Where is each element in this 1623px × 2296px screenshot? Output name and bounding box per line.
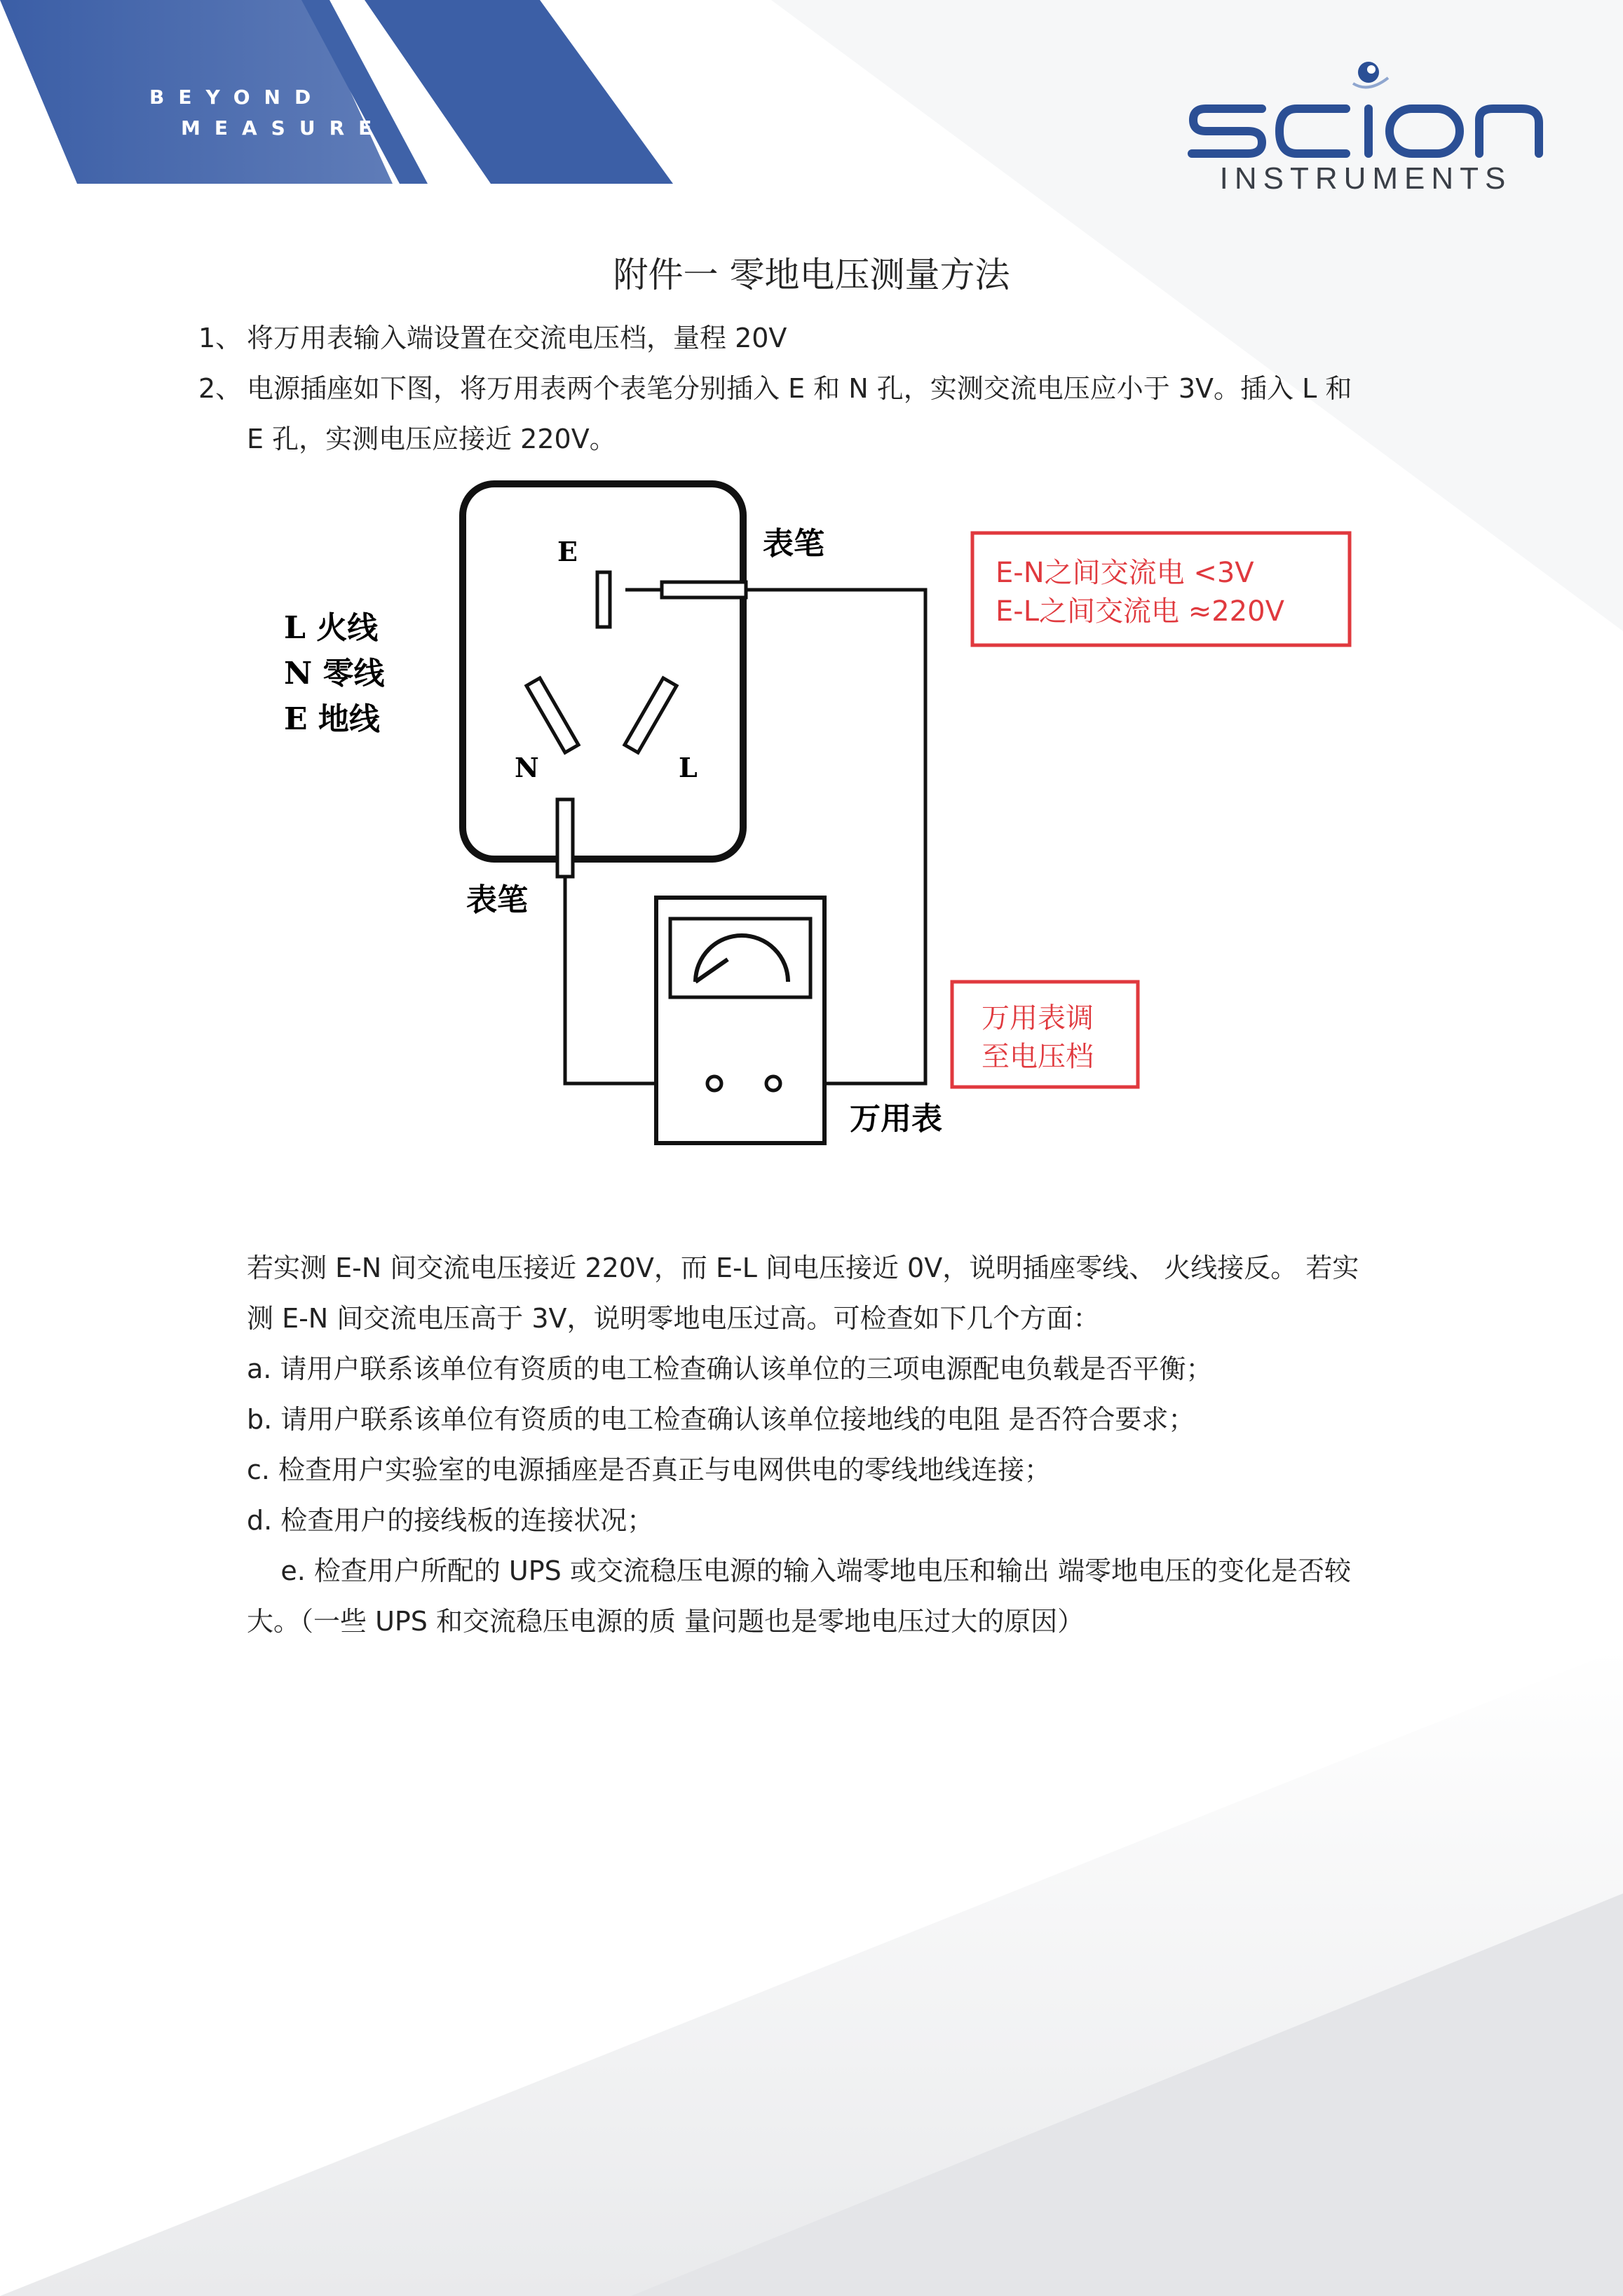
tagline-measure: MEASURE	[181, 116, 386, 140]
body-line-2: 测 E-N 间交流电压高于 3V，说明零地电压过高。可检查如下几个方面：	[247, 1303, 1100, 1334]
logo-letter-o	[1390, 109, 1460, 154]
step-1-text: 将万用表输入端设置在交流电压档，量程 20V	[247, 323, 787, 353]
tagline-beyond: BEYOND	[149, 86, 325, 109]
multimeter-label: 万用表	[850, 1101, 942, 1137]
meter-terminal-left	[707, 1076, 721, 1090]
legend-line-e: E 地线	[284, 701, 380, 737]
probe-label-bottom: 表笔	[466, 882, 528, 918]
socket-label-e: E	[557, 536, 578, 567]
socket-slot-e	[597, 572, 610, 627]
legend-line-l: L 火线	[284, 610, 379, 646]
meter-note-line-2: 至电压档	[982, 1041, 1094, 1073]
page-title: 附件一 零地电压测量方法	[613, 255, 1010, 295]
step-1-number: 1、	[198, 323, 243, 353]
body-line-7: e. 检查用户所配的 UPS 或交流稳压电源的输入端零地电压和输出 端零地电压的变化是否较	[247, 1555, 1351, 1586]
body-line-1: 若实测 E-N 间交流电压接近 220V，而 E-L 间电压接近 0V，说明插座零线、 火线接反。 若实	[247, 1252, 1359, 1283]
logo-subtitle: INSTRUMENTS	[1219, 161, 1512, 193]
multimeter-display	[670, 919, 810, 997]
scion-logo	[1185, 53, 1549, 193]
meter-note-line-1: 万用表调	[982, 1002, 1094, 1034]
voltage-note-line-1: E-N之间交流电 <3V	[996, 557, 1254, 589]
body-line-3: a. 请用户联系该单位有资质的电工检查确认该单位的三项电源配电负载是否平衡；	[247, 1353, 1213, 1384]
probe-bottom	[557, 799, 573, 877]
step-2-text: 电源插座如下图，将万用表两个表笔分别插入 E 和 N 孔，实测交流电压应小于 3V。插入 L 和	[247, 373, 1352, 404]
body-line-4: b. 请用户联系该单位有资质的电工检查确认该单位接地线的电阻 是否符合要求；	[247, 1404, 1195, 1435]
voltage-note-line-2: E-L之间交流电 ≈220V	[996, 595, 1284, 628]
body-line-5: c. 检查用户实验室的电源插座是否真正与电网供电的零线地线连接；	[247, 1454, 1052, 1485]
logo-letter-s	[1192, 109, 1262, 154]
socket-label-l: L	[679, 752, 698, 783]
legend-line-n: N 零线	[284, 656, 385, 691]
logo-swirl-icon	[1353, 62, 1388, 87]
body-line-8: 大。（一些 UPS 和交流稳压电源的质 量问题也是零地电压过大的原因）	[247, 1606, 1085, 1637]
socket-measurement-diagram	[259, 463, 1395, 1178]
probe-top	[662, 582, 746, 597]
step-2-continuation: E 孔，实测电压应接近 220V。	[247, 424, 616, 454]
logo-letter-n	[1479, 109, 1539, 154]
step-2-number: 2、	[198, 373, 243, 404]
meter-terminal-right	[766, 1076, 780, 1090]
logo-letter-c	[1279, 109, 1346, 154]
socket-label-n: N	[515, 752, 539, 783]
body-line-6: d. 检查用户的接线板的连接状况；	[247, 1505, 654, 1536]
probe-label-top: 表笔	[763, 526, 824, 562]
